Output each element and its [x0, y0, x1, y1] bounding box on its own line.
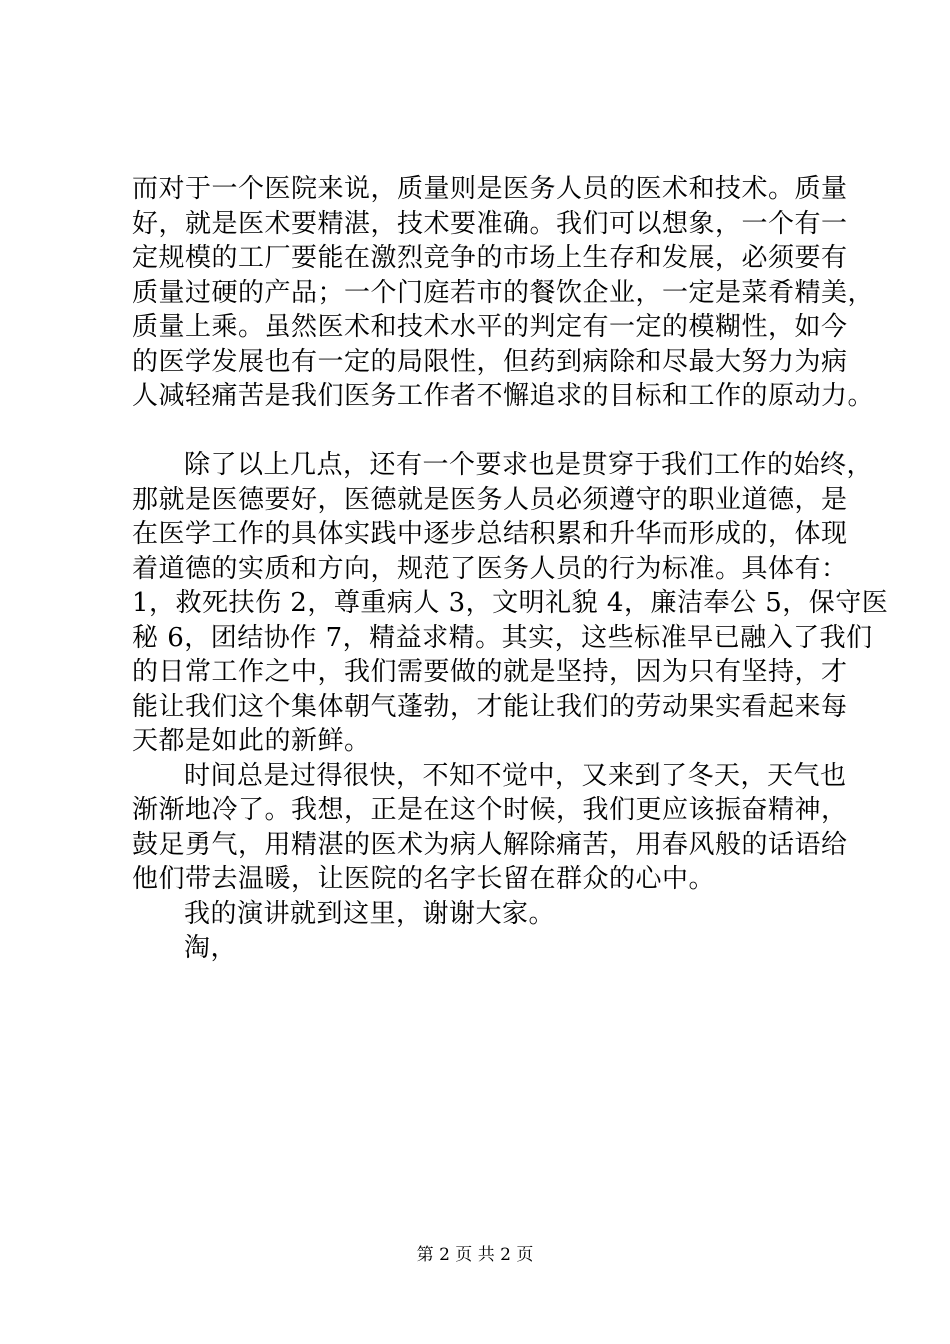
paragraph-closing	[132, 897, 852, 932]
text-line: 质量过硬的产品；一个门庭若市的餐饮企业，一定是菜肴精美，	[132, 277, 875, 308]
text-line: 鼓足勇气，用精湛的医术为病人解除痛苦，用春风般的话语给	[132, 829, 848, 860]
text-line: 时间总是过得很快，不知不觉中，又来到了冬天，天气也	[184, 760, 847, 791]
text-line: 我的演讲就到这里，谢谢大家。	[184, 898, 556, 929]
text-line: 定规模的工厂要能在激烈竞争的市场上生存和发展，必须要有	[132, 243, 848, 273]
text-line: 1，救死扶伤 2，尊重病人 3，文明礼貌 4，廉洁奉公 5，保守医	[132, 588, 889, 618]
text-line: 人减轻痛苦是我们医务工作者不懈追求的目标和工作的原动力。	[132, 381, 875, 411]
text-line: 能让我们这个集体朝气蓬勃，才能让我们的劳动果实看起来每	[132, 691, 848, 722]
page-number-label: 第 2 页 共 2 页	[416, 1245, 534, 1265]
text-line: 淘，	[184, 933, 238, 963]
paragraph-medical-ethics	[132, 448, 889, 759]
text-line: 天都是如此的新鲜。	[132, 726, 371, 756]
paragraph-quality	[132, 172, 875, 414]
page-footer	[0, 1240, 950, 1265]
text-line: 的医学发展也有一定的局限性，但药到病除和尽最大努力为病	[132, 346, 848, 377]
text-line: 的日常工作之中，我们需要做的就是坚持，因为只有坚持，才	[132, 657, 848, 687]
text-line: 秘 6，团结协作 7，精益求精。其实，这些标准早已融入了我们	[132, 622, 873, 653]
text-line: 渐渐地冷了。我想，正是在这个时候，我们更应该振奋精神，	[132, 795, 848, 825]
text-line: 好，就是医术要精湛，技术要准确。我们可以想象，一个有一	[132, 208, 848, 239]
text-line: 除了以上几点，还有一个要求也是贯穿于我们工作的始终，	[184, 450, 874, 480]
text-line: 质量上乘。虽然医术和技术水平的判定有一定的模糊性，如今	[132, 312, 848, 342]
paragraph-fragment	[132, 931, 852, 966]
document-body	[132, 172, 889, 966]
paragraph-winter	[132, 759, 852, 897]
text-line: 那就是医德要好，医德就是医务人员必须遵守的职业道德，是	[132, 484, 848, 515]
text-line: 在医学工作的具体实践中逐步总结积累和升华而形成的，体现	[132, 519, 848, 549]
paragraph-spacer	[132, 414, 852, 449]
text-line: 着道德的实质和方向，规范了医务人员的行为标准。具体有：	[132, 553, 848, 584]
text-line: 而对于一个医院来说，质量则是医务人员的医术和技术。质量	[132, 174, 848, 204]
text-line: 他们带去温暖，让医院的名字长留在群众的心中。	[132, 864, 716, 894]
